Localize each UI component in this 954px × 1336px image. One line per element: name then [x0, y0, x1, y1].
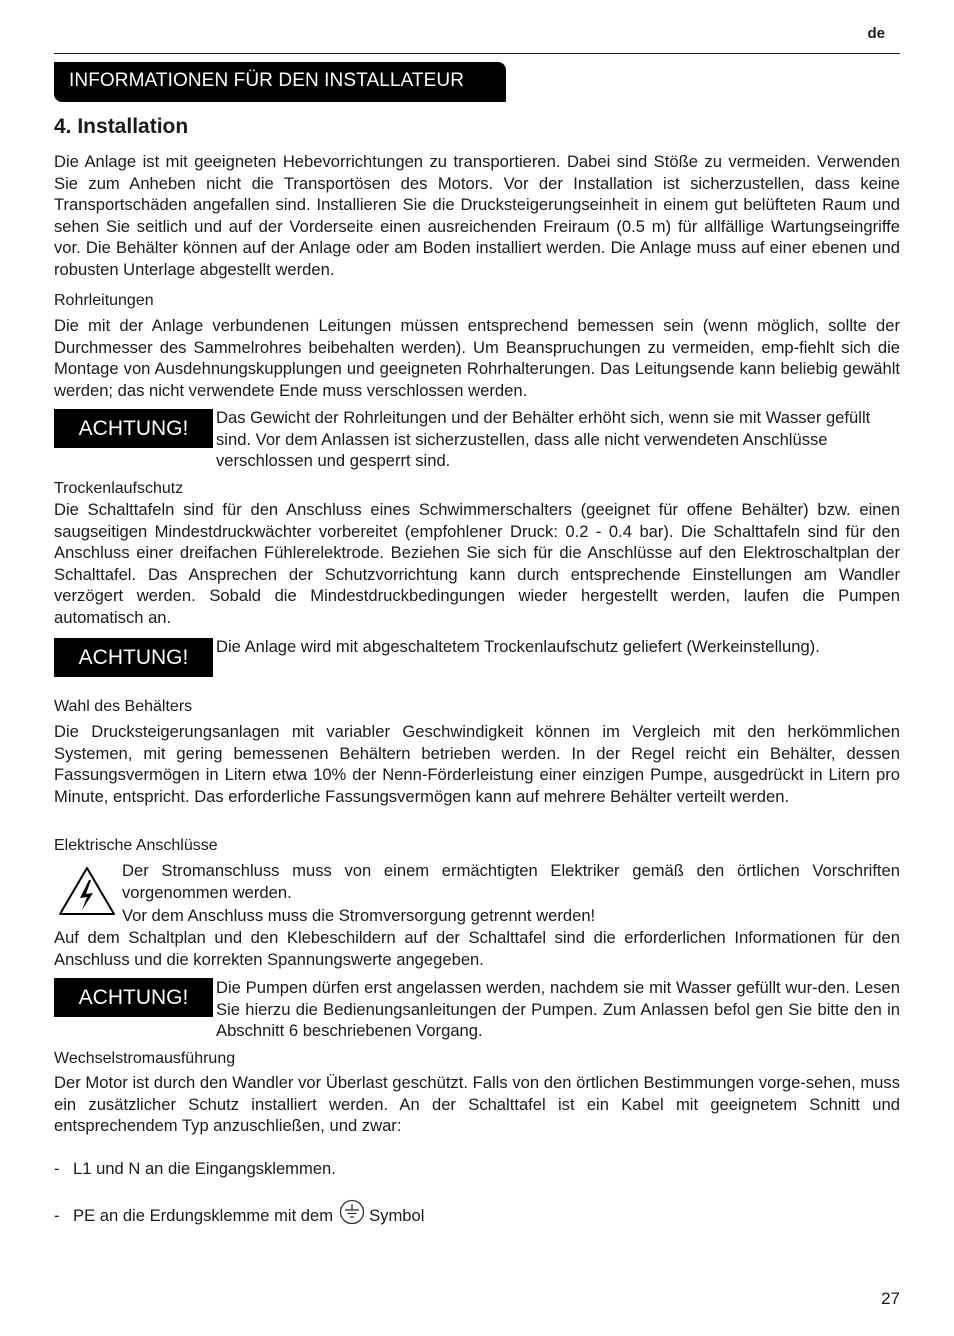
danger-text-2: Vor dem Anschluss muss die Stromversorgung getrennt werden! — [122, 906, 596, 925]
danger-text-1: Der Stromanschluss muss von einem ermächtigten Elektriker gemäß den örtlichen Vorschriften vorgenommen werden. — [122, 861, 900, 902]
warning-label-3: ACHTUNG! — [54, 978, 213, 1017]
electric-hazard-icon — [58, 866, 116, 916]
bullet-text-2-post: Symbol — [369, 1206, 425, 1225]
rohr-heading: Rohrleitungen — [54, 292, 154, 309]
page-number: 27 — [881, 1289, 900, 1308]
elektro-heading: Elektrische Anschlüsse — [54, 837, 218, 854]
wechsel-paragraph: Der Motor ist durch den Wandler vor Überlast geschützt. Falls von den örtlichen Bestimmungen vorge-sehen, muss ein zusätzlicher Schutz installiert werden. An der Schalttafel ist ein Kabel mit geeignetem Schnitt und entsprechendem Typ anzuschließen, und zwar: — [54, 1073, 900, 1136]
warning-label-2: ACHTUNG! — [54, 638, 213, 677]
bullet-dash: - — [54, 1159, 60, 1178]
bullet-dash: - — [54, 1206, 60, 1225]
bullet-text-2-pre: PE an die Erdungsklemme mit dem — [73, 1206, 334, 1225]
bullet-item-1 — [54, 1159, 336, 1179]
section-title: 4. Installation — [54, 115, 189, 138]
language-label: de — [867, 25, 885, 42]
section-banner: INFORMATIONEN FÜR DEN INSTALLATEUR — [54, 62, 506, 102]
header-rule — [54, 53, 900, 54]
wahl-heading: Wahl des Behälters — [54, 698, 193, 715]
trocken-paragraph: Die Schalttafeln sind für den Anschluss eines Schwimmerschalters (geeignet für offene Behälter) bzw. einen saugseitigen Mindestdruckwächter vorbereitet (empfohlener Druck: 0.2 - 0.4 bar). Die Schalttafeln sind für den Anschluss einer dreifachen Fühlerelektrode. Beziehen Sie sich für die Anschlüsse auf den Elektroschaltplan der Schalttafel. Das Ansprechen der Schutzvorrichtung kann durch entsprechende Einstellungen am Wandler verzögert werden. Sobald die Mindestdruckbedingungen wieder hergestellt werden, laufen die Pumpen automatisch an. — [54, 500, 900, 627]
warning-text-2: Die Anlage wird mit abgeschaltetem Trockenlaufschutz geliefert (Werkeinstellung). — [216, 637, 820, 656]
wahl-paragraph: Die Drucksteigerungsanlagen mit variabler Geschwindigkeit können im Vergleich mit den herkömmlichen Systemen, mit gering bemessenen Behältern betrieben werden. In der Regel reicht ein Behälter, dessen Fassungsvermögen in Litern etwa 10% der Nenn-Förderleistung einer einzigen Pumpe, ausgedrückt in Litern pro Minute, entspricht. Das erforderliche Fassungsvermögen kann auf mehrere Behälter verteilt werden. — [54, 722, 900, 806]
wechsel-heading: Wechselstromausführung — [54, 1050, 236, 1067]
warning-label-1: ACHTUNG! — [54, 409, 213, 448]
intro-paragraph: Die Anlage ist mit geeigneten Hebevorrichtungen zu transportieren. Dabei sind Stöße zu vermeiden. Verwenden Sie zum Anheben nicht die Transportösen des Motors. Vor der Installation ist sicherzustellen, dass keine Transportschäden angefallen sind. Installieren Sie die Drucksteigerungseinheit in einem gut belüfteten Raum und sehen Sie seitlich und auf der Vorderseite einen ausreichenden Freiraum (0.5 m) für allfällige Wartungseingriffe vor. Die Behälter können auf der Anlage oder am Boden installiert werden. Die Anlage muss auf einer ebenen und robusten Unterlage abgestellt werden. — [54, 152, 900, 279]
bullet-text-1: L1 und N an die Eingangsklemmen. — [73, 1159, 336, 1178]
warning-text-3: Die Pumpen dürfen erst angelassen werden, nachdem sie mit Wasser gefüllt wur-den. Lesen Sie hierzu die Bedienungsanleitungen der Pumpen. Zum Anlassen befol gen Sie bitte den in Abschnitt 6 beschriebenen Vorgang. — [216, 978, 900, 1041]
elektro-paragraph: Auf dem Schaltplan und den Klebeschildern auf der Schalttafel sind die erforderlichen Informationen für den Anschluss und die korrekten Spannungswerte angegeben. — [54, 928, 900, 969]
bullet-item-2 — [54, 1199, 424, 1226]
warning-text-1: Das Gewicht der Rohrleitungen und der Behälter erhöht sich, wenn sie mit Wasser gefüllt sind. Vor dem Anlassen ist sicherzustellen, dass alle nicht verwendeten Anschlüsse verschlossen und gesperrt sind. — [216, 408, 871, 471]
trocken-heading: Trockenlaufschutz — [54, 480, 184, 497]
rohr-paragraph: Die mit der Anlage verbundenen Leitungen müssen entsprechend bemessen sein (wenn möglich, sollte der Durchmesser des Sammelrohres beibehalten werden). Um Beanspruchungen zu vermeiden, emp-fiehlt sich die Montage von Ausdehnungskupplungen und geeigneten Rohrhalterungen. Das Leitungsende kann beliebig gewählt werden; das nicht verwendete Ende muss verschlossen werden. — [54, 316, 900, 400]
ground-symbol-icon — [339, 1199, 365, 1225]
